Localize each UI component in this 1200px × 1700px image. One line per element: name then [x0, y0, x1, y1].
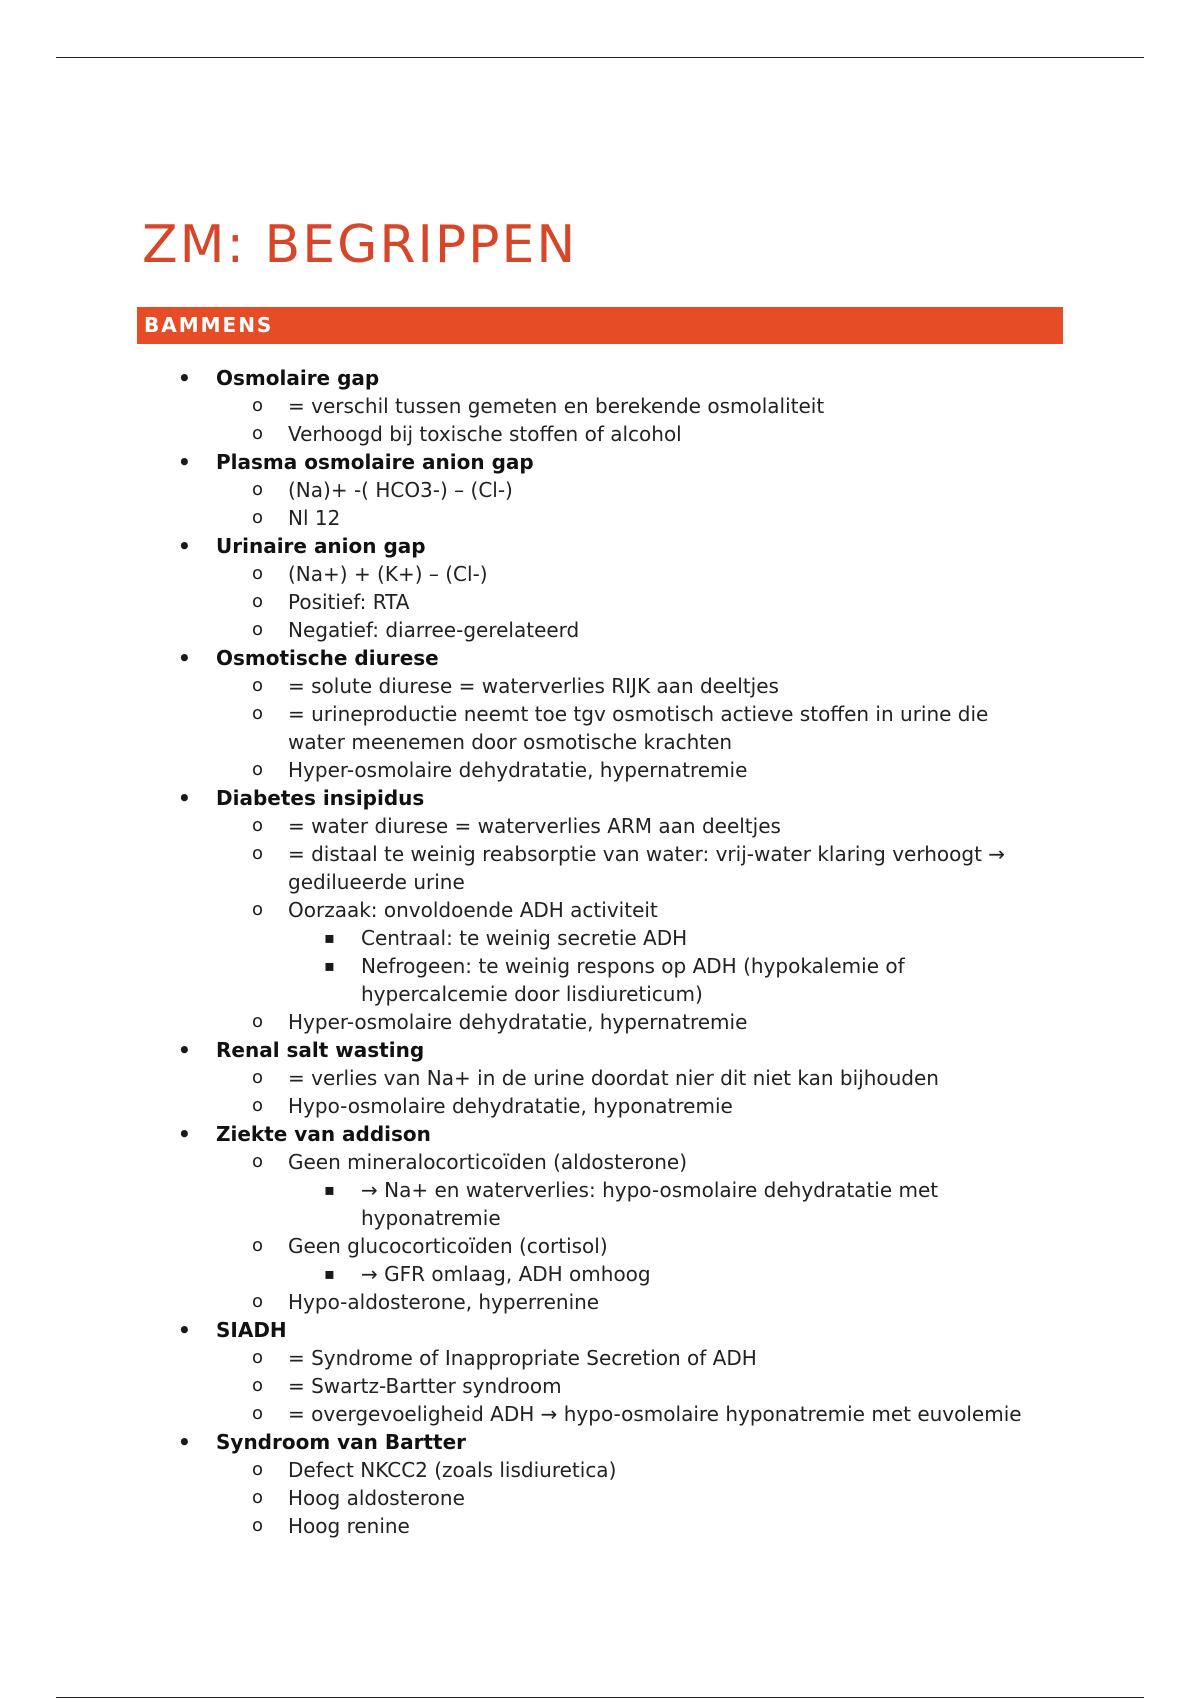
- bottom-rule: [56, 1697, 1144, 1698]
- top-rule: [56, 57, 1144, 58]
- line-text: Nefrogeen: te weinig respons op ADH (hypokalemie of hypercalcemie door lisdiureticum): [361, 954, 905, 1006]
- line-text: Ziekte van addison: [216, 1122, 431, 1146]
- line-text: Positief: RTA: [288, 590, 410, 614]
- line-text: (Na+) + (K+) – (Cl-): [288, 562, 488, 586]
- line-text: Defect NKCC2 (zoals lisdiuretica): [288, 1458, 617, 1482]
- line-text: Hypo-osmolaire dehydratatie, hyponatremie: [288, 1094, 733, 1118]
- line-text: = distaal te weinig reabsorptie van water: vrij-water klaring verhoogt → gedilueerde urine: [288, 842, 1006, 894]
- line-text: → GFR omlaag, ADH omhoog: [361, 1262, 651, 1286]
- circle-marker: o: [252, 479, 264, 500]
- term-heading: [0, 1428, 1200, 1456]
- circle-marker: o: [252, 1095, 264, 1116]
- circle-marker: o: [252, 619, 264, 640]
- circle-marker: o: [252, 1375, 264, 1396]
- bullet-marker: •: [178, 1318, 191, 1342]
- circle-marker: o: [252, 1459, 264, 1480]
- line-text: Centraal: te weinig secretie ADH: [361, 926, 688, 950]
- circle-marker: o: [252, 843, 264, 864]
- term-heading: [0, 644, 1200, 672]
- term-detail: [0, 1064, 1200, 1092]
- square-marker: ▪: [324, 956, 335, 975]
- line-text: Negatief: diarree-gerelateerd: [288, 618, 580, 642]
- term-detail: [0, 1344, 1200, 1372]
- square-marker: ▪: [324, 1264, 335, 1283]
- term-detail: [0, 700, 1200, 756]
- bullet-marker: •: [178, 786, 191, 810]
- circle-marker: o: [252, 675, 264, 696]
- term-heading: [0, 1120, 1200, 1148]
- line-text: Syndroom van Bartter: [216, 1430, 467, 1454]
- line-text: Diabetes insipidus: [216, 786, 425, 810]
- term-detail: [0, 560, 1200, 588]
- term-detail: [0, 1400, 1200, 1428]
- line-text: Hypo-aldosterone, hyperrenine: [288, 1290, 600, 1314]
- term-detail: [0, 1288, 1200, 1316]
- square-marker: ▪: [324, 928, 335, 947]
- term-detail: [0, 504, 1200, 532]
- term-detail: [0, 1512, 1200, 1540]
- term-detail: [0, 1008, 1200, 1036]
- line-text: Hoog renine: [288, 1514, 410, 1538]
- circle-marker: o: [252, 1515, 264, 1536]
- line-text: Osmotische diurese: [216, 646, 439, 670]
- line-text: Osmolaire gap: [216, 366, 380, 390]
- bullet-marker: •: [178, 450, 191, 474]
- line-text: Verhoogd bij toxische stoffen of alcohol: [288, 422, 682, 446]
- line-text: Nl 12: [288, 506, 341, 530]
- circle-marker: o: [252, 1347, 264, 1368]
- bullet-marker: •: [178, 534, 191, 558]
- line-text: = Syndrome of Inappropriate Secretion of ADH: [288, 1346, 757, 1370]
- circle-marker: o: [252, 1403, 264, 1424]
- line-text: = verlies van Na+ in de urine doordat nier dit niet kan bijhouden: [288, 1066, 939, 1090]
- section-header: [137, 307, 1063, 344]
- term-detail: [0, 840, 1200, 896]
- term-subdetail: [0, 952, 1200, 1008]
- circle-marker: o: [252, 899, 264, 920]
- bullet-marker: •: [178, 1122, 191, 1146]
- term-detail: [0, 420, 1200, 448]
- circle-marker: o: [252, 423, 264, 444]
- line-text: Hyper-osmolaire dehydratatie, hypernatremie: [288, 758, 748, 782]
- line-text: Plasma osmolaire anion gap: [216, 450, 534, 474]
- term-heading: [0, 448, 1200, 476]
- term-detail: [0, 588, 1200, 616]
- circle-marker: o: [252, 703, 264, 724]
- line-text: = Swartz-Bartter syndroom: [288, 1374, 562, 1398]
- line-text: SIADH: [216, 1318, 287, 1342]
- term-detail: [0, 1456, 1200, 1484]
- circle-marker: o: [252, 1487, 264, 1508]
- line-text: Geen glucocorticoïden (cortisol): [288, 1234, 608, 1258]
- term-subdetail: [0, 924, 1200, 952]
- term-detail: [0, 756, 1200, 784]
- term-detail: [0, 1148, 1200, 1176]
- term-detail: [0, 1372, 1200, 1400]
- term-detail: [0, 1092, 1200, 1120]
- term-detail: [0, 392, 1200, 420]
- square-marker: ▪: [324, 1180, 335, 1199]
- term-list: [0, 364, 1200, 1540]
- circle-marker: o: [252, 1291, 264, 1312]
- line-text: = overgevoeligheid ADH → hypo-osmolaire hyponatremie met euvolemie: [288, 1402, 1022, 1426]
- line-text: Urinaire anion gap: [216, 534, 426, 558]
- term-detail: [0, 476, 1200, 504]
- line-text: = solute diurese = waterverlies RIJK aan deeltjes: [288, 674, 779, 698]
- circle-marker: o: [252, 815, 264, 836]
- page-title: ZM: BEGRIPPEN: [142, 215, 578, 275]
- term-detail: [0, 1484, 1200, 1512]
- term-subdetail: [0, 1260, 1200, 1288]
- circle-marker: o: [252, 1151, 264, 1172]
- line-text: Renal salt wasting: [216, 1038, 425, 1062]
- term-detail: [0, 1232, 1200, 1260]
- circle-marker: o: [252, 395, 264, 416]
- circle-marker: o: [252, 563, 264, 584]
- bullet-marker: •: [178, 1430, 191, 1454]
- term-heading: [0, 784, 1200, 812]
- line-text: = urineproductie neemt toe tgv osmotisch actieve stoffen in urine die water meenemen door osmotische krachten: [288, 702, 989, 754]
- circle-marker: o: [252, 1067, 264, 1088]
- term-detail: [0, 672, 1200, 700]
- bullet-marker: •: [178, 1038, 191, 1062]
- line-text: Hyper-osmolaire dehydratatie, hypernatremie: [288, 1010, 748, 1034]
- line-text: (Na)+ -( HCO3-) – (Cl-): [288, 478, 513, 502]
- bullet-marker: •: [178, 646, 191, 670]
- term-heading: [0, 364, 1200, 392]
- bullet-marker: •: [178, 366, 191, 390]
- line-text: Oorzaak: onvoldoende ADH activiteit: [288, 898, 658, 922]
- section-title: BAMMENS: [144, 313, 274, 337]
- term-heading: [0, 1036, 1200, 1064]
- circle-marker: o: [252, 507, 264, 528]
- term-detail: [0, 896, 1200, 924]
- line-text: = verschil tussen gemeten en berekende osmolaliteit: [288, 394, 825, 418]
- term-detail: [0, 812, 1200, 840]
- circle-marker: o: [252, 1011, 264, 1032]
- line-text: Geen mineralocorticoïden (aldosterone): [288, 1150, 688, 1174]
- circle-marker: o: [252, 1235, 264, 1256]
- line-text: Hoog aldosterone: [288, 1486, 465, 1510]
- term-heading: [0, 532, 1200, 560]
- term-subdetail: [0, 1176, 1200, 1232]
- line-text: → Na+ en waterverlies: hypo-osmolaire dehydratatie met hyponatremie: [361, 1178, 939, 1230]
- term-heading: [0, 1316, 1200, 1344]
- term-detail: [0, 616, 1200, 644]
- circle-marker: o: [252, 591, 264, 612]
- line-text: = water diurese = waterverlies ARM aan deeltjes: [288, 814, 781, 838]
- circle-marker: o: [252, 759, 264, 780]
